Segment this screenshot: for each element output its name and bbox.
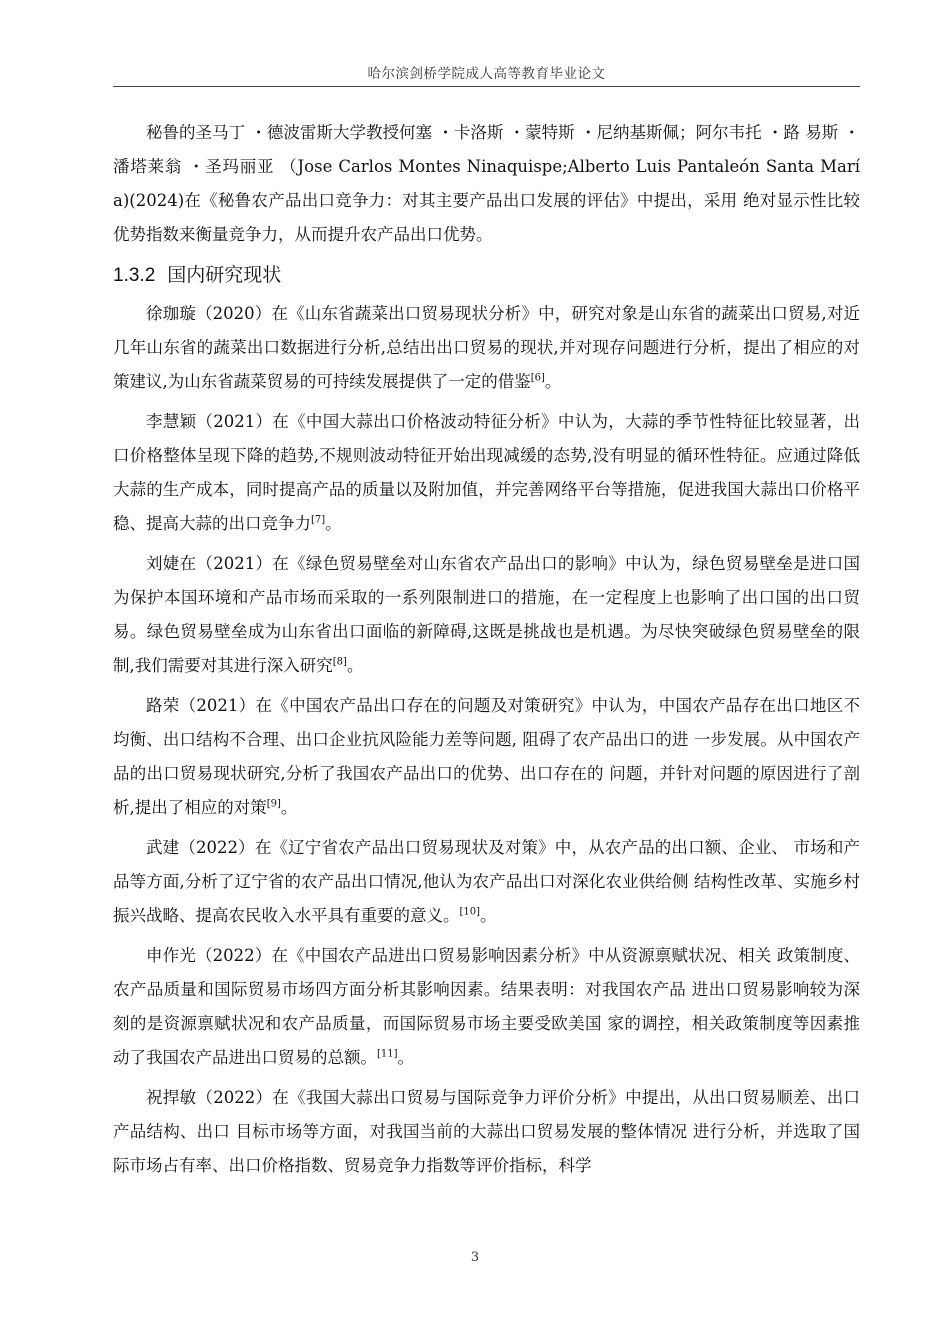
paragraph-3 bbox=[113, 547, 860, 683]
paragraph-text: 路荣（2021）在《中国农产品出口存在的问题及对策研究》中认为，中国农产品存在出口地区不均衡、出口结构不合理、出口企业抗风险能力差等问题, 阻碍了农产品出口的进 一步发展。从中国农产品的出口贸易现状研究,分析了我国农产品出口的优势、出口存在的 问题，并针对问题的原因进行了剖析,提出了相应的对策 bbox=[113, 696, 860, 817]
citation-ref: [11] bbox=[377, 1048, 398, 1060]
header-rule bbox=[113, 86, 860, 87]
paragraph-7 bbox=[113, 1081, 860, 1183]
paragraph-tail: 。 bbox=[280, 798, 298, 817]
page-number: 3 bbox=[470, 1250, 480, 1265]
paragraph-text: 申作光（2022）在《中国农产品进出口贸易影响因素分析》中从资源禀赋状况、相关 政策制度、农产品质量和国际贸易市场四方面分析其影响因素。结果表明：对我国农产品 进出口贸易影响较为深刻的是资源禀赋状况和农产品质量，而国际贸易市场主要受欧美国 家的调控，相关政策制度等因素推动了我国农产品进出口贸易的总额。 bbox=[113, 946, 860, 1067]
paragraph-4 bbox=[113, 689, 860, 825]
paragraph-text: 祝捍敏（2022）在《我国大蒜出口贸易与国际竞争力评价分析》中提出，从出口贸易顺差、出口产品结构、出口 目标市场等方面，对我国当前的大蒜出口贸易发展的整体情况 进行分析，并选取了国际市场占有率、出口价格指数、贸易竞争力指数等评价指标，科学 bbox=[113, 1088, 860, 1175]
paragraph-text: 徐珈璇（2020）在《山东省蔬菜出口贸易现状分析》中，研究对象是山东省的蔬菜出口贸易,对近几年山东省的蔬菜出口数据进行分析,总结出出口贸易的现状,并对现存问题进行分析，提出了相应的对策建议,为山东省蔬菜贸易的可持续发展提供了一定的借鉴 bbox=[113, 304, 860, 391]
citation-ref: [6] bbox=[530, 372, 545, 384]
paragraph-tail: 。 bbox=[480, 906, 497, 925]
section-heading bbox=[113, 258, 860, 293]
citation-ref: [9] bbox=[266, 798, 281, 810]
paragraph-text: 武建（2022）在《辽宁省农产品出口贸易现状及对策》中，从农产品的出口额、企业、 市场和产品等方面,分析了辽宁省的农产品出口情况,他认为农产品出口对深化农业供给侧 结构性改革、实施乡村振兴战略、提高农民收入水平具有重要的意义。 bbox=[113, 838, 860, 925]
citation-ref: [8] bbox=[332, 656, 347, 668]
paragraph-tail: 。 bbox=[397, 1048, 415, 1067]
paragraph-6 bbox=[113, 939, 860, 1075]
paragraph-tail: 。 bbox=[544, 372, 562, 391]
citation-ref: [7] bbox=[311, 514, 326, 526]
page-header: 哈尔滨剑桥学院成人高等教育毕业论文 bbox=[367, 66, 606, 82]
intro-paragraph: 秘鲁的圣马丁 ・德波雷斯大学教授何塞 ・卡洛斯 ・蒙特斯 ・尼纳基斯佩；阿尔韦托 ・路 易斯 ・潘塔莱翁 ・圣玛丽亚 （Jose Carlos Montes Ninaquispe;Alberto Luis Pantaleón Santa María)(2024)在《秘鲁农产品出口竞争力：对其主要产品出口发展的评估》中提出，采用 绝对显示性比较优势指数来衡量竞争力，从而提升农产品出口优势。 bbox=[113, 123, 860, 244]
citation-ref: [10] bbox=[459, 906, 481, 918]
paragraph-tail: 。 bbox=[346, 656, 364, 675]
paragraph-text: 李慧颖（2021）在《中国大蒜出口价格波动特征分析》中认为，大蒜的季节性特征比较显著，出口价格整体呈现下降的趋势,不规则波动特征开始出现减缓的态势,没有明显的循环性特征。应通过降低大蒜的生产成本，同时提高产品的质量以及附加值，并完善网络平台等措施，促进我国大蒜出口价格平稳、提高大蒜的出口竞争力 bbox=[113, 412, 860, 533]
paragraph-5 bbox=[113, 831, 860, 933]
paragraph-2 bbox=[113, 405, 860, 541]
paragraph-text: 刘婕在（2021）在《绿色贸易壁垒对山东省农产品出口的影响》中认为，绿色贸易壁垒是进口国为保护本国环境和产品市场而采取的一系列限制进口的措施，在一定程度上也影响了出口国的出口贸易。绿色贸易壁垒成为山东省出口面临的新障碍,这既是挑战也是机遇。为尽快突破绿色贸易壁垒的限制,我们需要对其进行深入研究 bbox=[113, 554, 860, 675]
paragraph-1 bbox=[113, 297, 860, 399]
section-title: 国内研究现状 bbox=[167, 264, 282, 286]
section-number: 1.3.2 bbox=[113, 265, 156, 286]
paragraph-tail: 。 bbox=[325, 514, 342, 533]
page-body bbox=[113, 116, 860, 1189]
